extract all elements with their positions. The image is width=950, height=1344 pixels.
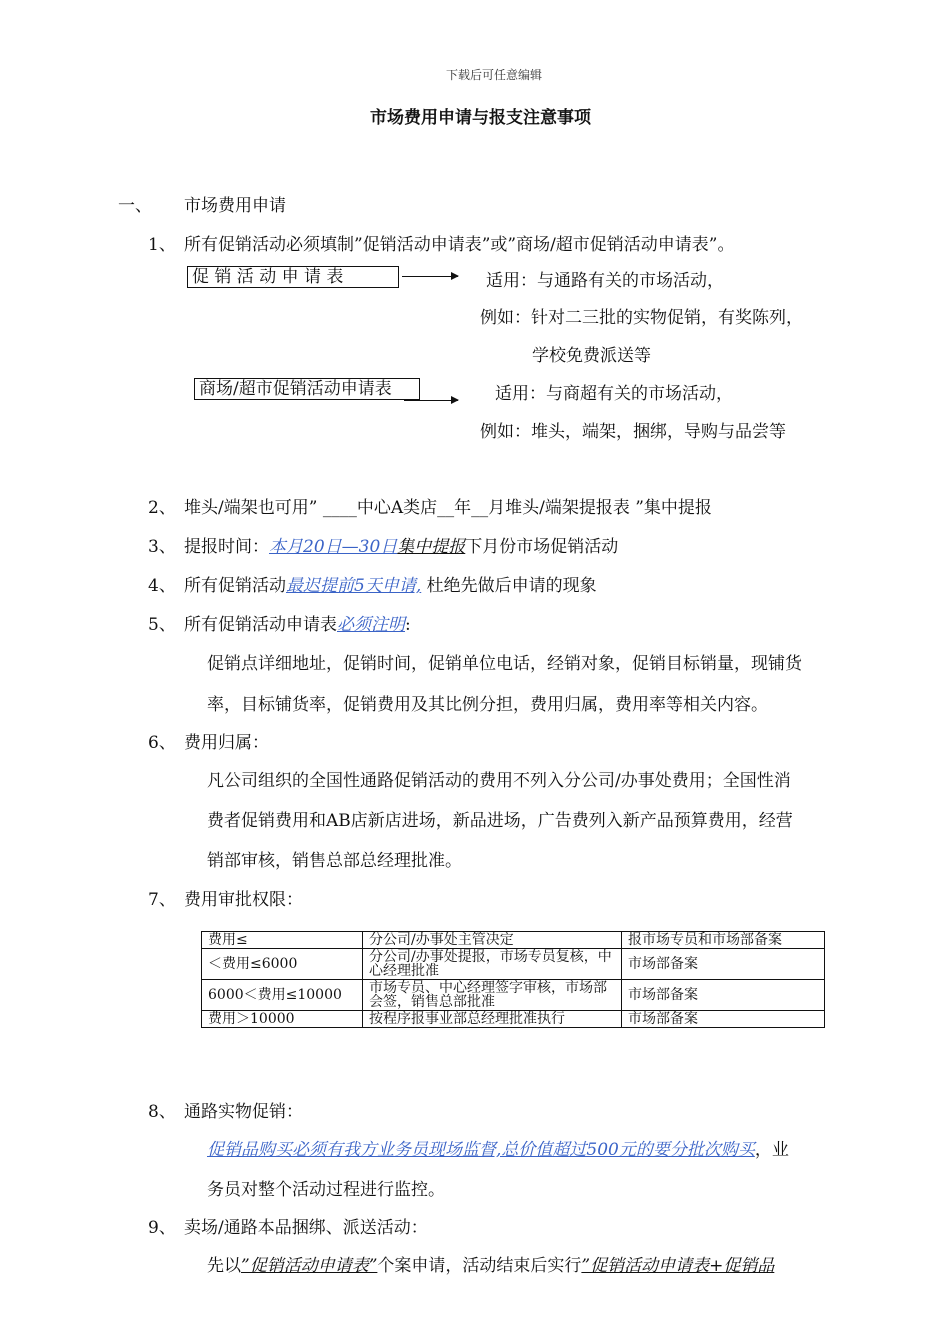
item-6-line-3: 销部审核，销售总部总经理批准。	[207, 851, 462, 871]
item-2-text: 堆头/端架也可用” ____中心A类店__年__月堆头/端架提报表 ”集中提报	[184, 498, 712, 518]
item-7-label: 费用审批权限：	[184, 890, 303, 910]
item-3-number: 3、	[148, 537, 176, 557]
section-number: 一、	[118, 196, 152, 216]
table-cell: 分公司/办事处提报，市场专员复核，中心经理批准	[363, 949, 622, 980]
table-header-row	[202, 932, 825, 949]
item-4-text: 所有促销活动最迟提前5天申请, 杜绝先做后申请的现象	[184, 576, 597, 596]
mall-form-box: 商场/超市促销活动申请表	[194, 378, 420, 400]
item-8-number: 8、	[148, 1102, 176, 1122]
item-3-text: 提报时间：本月20日—30日集中提报下月份市场促销活动	[184, 537, 619, 557]
table-row	[202, 1011, 825, 1028]
item-1-text: 所有促销活动必须填制”促销活动申请表”或”商场/超市促销活动申请表”。	[184, 235, 735, 255]
table-row	[202, 949, 825, 980]
section-heading: 市场费用申请	[184, 196, 286, 216]
mall-form-apply: 适用：与商超有关的市场活动，	[495, 384, 733, 404]
item-9-number: 9、	[148, 1218, 176, 1238]
table-cell: 市场部备案	[622, 949, 825, 980]
item-6-line-1: 凡公司组织的全国性通路促销活动的费用不列入分公司/办事处费用；全国性消	[207, 771, 791, 791]
table-cell: 市场专员、中心经理签字审核，市场部会签，销售总部批准	[363, 980, 622, 1011]
item-5-text: 所有促销活动申请表必须注明:	[184, 615, 411, 635]
mall-form-example: 例如：堆头，端架，捆绑，导购与品尝等	[480, 422, 786, 442]
table-header-cell: 费用≤	[202, 932, 363, 949]
table-cell: 市场部备案	[622, 1011, 825, 1028]
table-header-cell: 分公司/办事处主管决定	[363, 932, 622, 949]
page-header: 下载后可任意编辑	[446, 68, 543, 82]
item-1-number: 1、	[148, 235, 176, 255]
item-4-number: 4、	[148, 576, 176, 596]
table-cell: 按程序报事业部总经理批准执行	[363, 1011, 622, 1028]
arrow-right-icon	[404, 400, 458, 401]
table-cell: 6000＜费用≤10000	[202, 980, 363, 1011]
table-cell: 市场部备案	[622, 980, 825, 1011]
item-8-line-1: 促销品购买必须有我方业务员现场监督,总价值超过500元的要分批次购买，业	[207, 1140, 789, 1160]
item-9-line-1: 先以”促销活动申请表”个案申请，活动结束后实行”促销活动申请表+促销品	[207, 1256, 775, 1276]
table-header-cell: 报市场专员和市场部备案	[622, 932, 825, 949]
table-cell: 费用＞10000	[202, 1011, 363, 1028]
approval-table	[201, 931, 825, 1028]
promo-form-apply: 适用：与通路有关的市场活动，	[486, 271, 724, 291]
item-5-number: 5、	[148, 615, 176, 635]
promo-form-example-cont: 学校免费派送等	[532, 346, 651, 366]
item-8-label: 通路实物促销：	[184, 1102, 303, 1122]
table-cell: ＜费用≤6000	[202, 949, 363, 980]
table-row	[202, 980, 825, 1011]
item-8-line-2: 务员对整个活动过程进行监控。	[207, 1180, 445, 1200]
arrow-right-icon	[402, 276, 458, 277]
item-5-detail-line-1: 促销点详细地址，促销时间，促销单位电话，经销对象，促销目标销量，现铺货	[207, 654, 802, 674]
promo-form-example: 例如：针对二三批的实物促销，有奖陈列，	[480, 308, 803, 328]
item-2-number: 2、	[148, 498, 176, 518]
item-6-number: 6、	[148, 733, 176, 753]
item-7-number: 7、	[148, 890, 176, 910]
promo-form-box: 促 销 活 动 申 请 表	[187, 266, 399, 288]
item-6-line-2: 费者促销费用和AB店新店进场，新品进场，广告费列入新产品预算费用，经营	[207, 811, 793, 831]
page-title: 市场费用申请与报支注意事项	[370, 108, 591, 128]
item-9-label: 卖场/通路本品捆绑、派送活动：	[184, 1218, 428, 1238]
item-5-detail-line-2: 率，目标铺货率，促销费用及其比例分担，费用归属，费用率等相关内容。	[207, 695, 768, 715]
item-6-label: 费用归属：	[184, 733, 269, 753]
